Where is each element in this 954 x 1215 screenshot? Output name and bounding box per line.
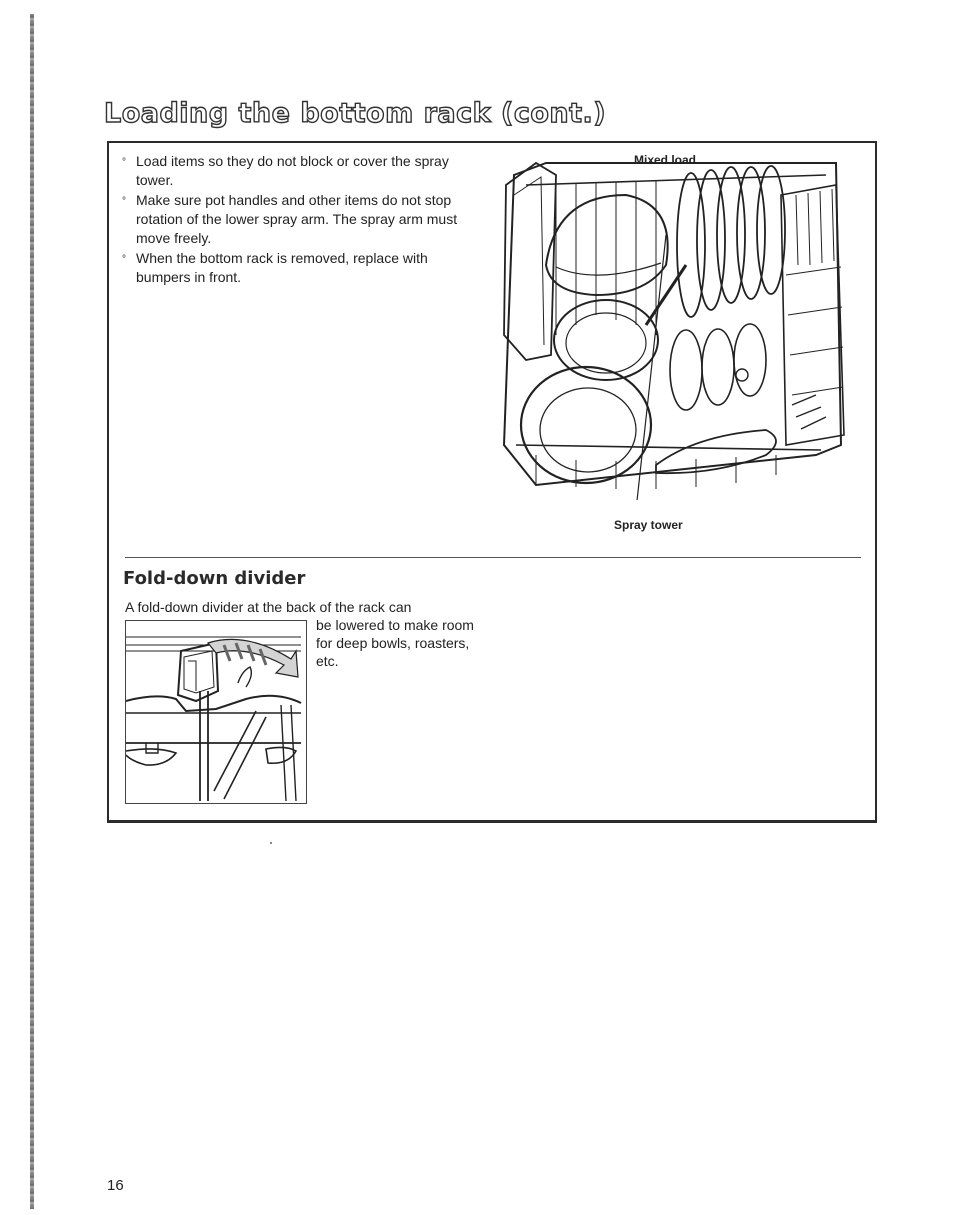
bullet-marker: ° — [122, 254, 126, 265]
dishwasher-rack-illustration — [496, 155, 848, 500]
list-item — [120, 152, 465, 190]
fold-down-heading: Fold-down divider — [123, 568, 306, 589]
bullet-marker: ° — [122, 157, 126, 168]
page-title: Loading the bottom rack (cont.) — [104, 98, 607, 129]
page-number: 16 — [107, 1177, 124, 1194]
fold-down-divider-illustration — [126, 621, 306, 803]
figure-label-mixed-load: Mixed load — [634, 153, 697, 167]
scan-speck — [270, 842, 272, 844]
list-item-text: Make sure pot handles and other items do not stop rotation of the lower spray arm. The spray arm must move freely. — [136, 192, 458, 246]
fold-down-text-line1: A fold-down divider at the back of the rack can — [125, 599, 412, 615]
bullet-marker: ° — [122, 196, 126, 207]
section-divider — [125, 557, 861, 558]
list-item — [120, 191, 465, 248]
figure-label-spray-tower: Spray tower — [614, 518, 683, 532]
fold-down-divider-figure — [125, 620, 307, 804]
list-item-text: Load items so they do not block or cover the spray tower. — [136, 153, 449, 188]
instruction-list — [120, 152, 465, 288]
fold-down-text-rest: be lowered to make room for deep bowls, roasters, etc. — [316, 617, 474, 669]
list-item-text: When the bottom rack is removed, replace with bumpers in front. — [136, 250, 428, 285]
binding-edge — [30, 14, 34, 1209]
list-item — [120, 249, 465, 287]
